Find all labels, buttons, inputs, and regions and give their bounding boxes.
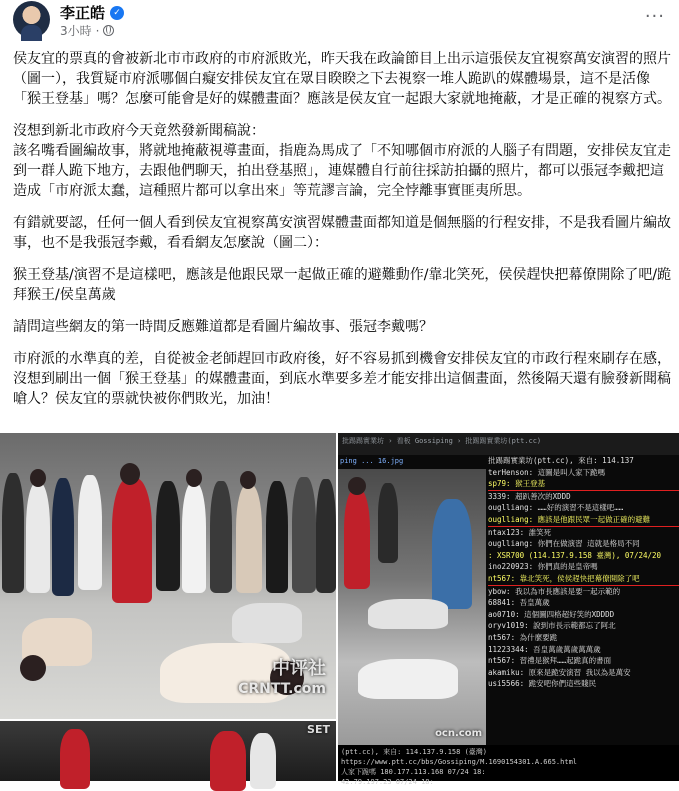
standing-person bbox=[210, 731, 246, 791]
kneeling-person bbox=[232, 603, 302, 643]
standing-person bbox=[182, 483, 206, 593]
post-meta bbox=[60, 22, 114, 39]
ptt-image-name: ping ... 16.jpg bbox=[340, 457, 404, 465]
ptt-footer-line: 42.79.197.23 07/24 18: bbox=[341, 778, 434, 786]
author-name[interactable]: 李正皓 bbox=[60, 4, 106, 22]
ptt-comment: 批踢踢實業坊(ptt.cc), 來自: 114.137 bbox=[488, 456, 634, 465]
photo-grid bbox=[0, 433, 679, 786]
ptt-comment: nt567: 靠北笑死，侯侯趕快把幕僚開除了吧 bbox=[488, 573, 679, 586]
standing-person bbox=[52, 478, 74, 596]
ptt-comment: ybow: 我以為市長應該是要一起示範的 bbox=[488, 586, 621, 596]
meta-separator: · bbox=[95, 23, 100, 38]
ptt-comment: akamiku: 原來是跪安演習 我以為是萬安 bbox=[488, 667, 631, 677]
author-name-row bbox=[60, 2, 124, 23]
ptt-comment: ao0710: 這個圖四格超好笑的XDDDD bbox=[488, 609, 615, 619]
standing-person bbox=[378, 483, 398, 563]
head bbox=[120, 463, 140, 485]
avatar[interactable] bbox=[13, 1, 50, 38]
ptt-comment: nt567: 為什麼要跪 bbox=[488, 632, 558, 642]
head bbox=[20, 655, 46, 681]
ptt-comment: ouglliang: 應該是他跟民眾一起做正確的避難 bbox=[488, 514, 679, 527]
ptt-footer bbox=[338, 745, 679, 786]
ptt-comment: ntax123: 誰笑死 bbox=[488, 527, 552, 537]
standing-person bbox=[344, 489, 370, 589]
kneeling-person bbox=[358, 659, 458, 699]
standing-person bbox=[210, 481, 232, 593]
post-body bbox=[13, 49, 673, 409]
head bbox=[186, 469, 202, 487]
standing-person bbox=[112, 478, 152, 603]
watermark-line-1: 中评社 bbox=[272, 658, 326, 679]
post-paragraph: 侯友宜的票真的會被新北市市政府的市府派敗光，昨天我在政論節目上出示這張侯友宜視察萬安演習的照片（圖一），我質疑市府派哪個白癡安排侯友宜在眾目睽睽之下去視察一堆人跪趴的媒體場景，這不是活像「猴王登基」嗎？怎麼可能會是好的媒體畫面？應該是侯友宜一起跟大家就地掩蔽，才是正確的視察方式。 bbox=[13, 51, 671, 107]
ptt-comment: nt567: 習禮是猴拜……起跪真的書面 bbox=[488, 656, 612, 666]
post-paragraph: 沒想到新北市政府今天竟然發新聞稿說： 該名嘴看圖編故事，將就地掩蔽視導畫面，指鹿為馬成了「不知哪個市府派的人腦子有問題，安排侯友宜走到一群人跪下地方，去跟他們聊天，拍出登基照」，連媒體自行前往採訪拍攝的照片，都可以張冠李戴把這造成「市府派太蠢，這種照片都可以拿出來」等荒謬言論，完全悖離事實匪夷所思。 bbox=[13, 123, 671, 199]
ptt-comment: : XSR700 (114.137.9.158 臺灣), 07/24/20 bbox=[488, 550, 662, 560]
photo-drill-inspection-lower[interactable] bbox=[0, 721, 336, 781]
standing-person bbox=[432, 499, 472, 609]
verified-badge-icon: ✓ bbox=[110, 6, 124, 20]
watermark-line-2: CRNTT.com bbox=[238, 681, 326, 697]
post-header bbox=[0, 0, 679, 46]
ptt-footer-line: 人家下跪嗎 180.177.113.168 07/24 18: bbox=[341, 768, 486, 776]
ptt-comment: 68841: 吾皇萬歲 bbox=[488, 598, 550, 608]
ptt-comment: sp79: 猴王登基 bbox=[488, 478, 679, 491]
standing-person bbox=[156, 481, 180, 591]
ptt-comment: 3339: 超趴善次的XDDD bbox=[488, 491, 571, 501]
post-paragraph: 猴王登基/演習不是這樣吧，應該是他跟民眾一起做正確的避難動作/靠北笑死，侯侯趕快把幕僚開除了吧/跪拜猴王/侯皇萬歲 bbox=[13, 267, 672, 303]
ptt-embedded-photo bbox=[338, 469, 486, 745]
ptt-comment: usi5566: 跪安吧你們這些賤民 bbox=[488, 679, 597, 689]
standing-person bbox=[316, 479, 336, 593]
ptt-comment: ouglliang: 你們在做演習 這就是格局不同 bbox=[488, 539, 640, 549]
standing-person bbox=[266, 481, 288, 593]
photo-drill-inspection[interactable] bbox=[0, 433, 336, 719]
ptt-comment: 11223344: 吾皇萬歲萬歲萬萬歲 bbox=[488, 644, 601, 654]
ptt-title-bar: 批踢踢實業坊 › 看板 Gossiping › 批踢踢實業坊(ptt.cc) bbox=[338, 433, 679, 455]
more-options-button[interactable]: ··· bbox=[644, 6, 665, 27]
ptt-comment: ouglliang: ……好的演習不是這樣吧…… bbox=[488, 503, 624, 513]
head bbox=[348, 477, 366, 495]
post-paragraph: 有錯就要認，任何一個人看到侯友宜視察萬安演習媒體畫面都知道是個無腦的行程安排，不是我看圖片編故事，也不是我張冠李戴，看看網友怎麼說（圖二）： bbox=[13, 215, 671, 251]
standing-person bbox=[2, 473, 24, 593]
ptt-footer-line: https://www.ptt.cc/bbs/Gossiping/M.1690154301.A.665.html bbox=[341, 758, 578, 766]
photo-ptt-screenshot[interactable] bbox=[338, 433, 679, 786]
watermark-crntt bbox=[238, 659, 326, 699]
standing-person bbox=[250, 733, 276, 789]
post-paragraph: 請問這些網友的第一時間反應難道都是看圖片編故事、張冠李戴嗎？ bbox=[13, 319, 433, 335]
watermark-set: SET bbox=[307, 723, 330, 736]
ptt-comment: terHenson: 這圖是叫人家下跪嗎 bbox=[488, 467, 606, 477]
ptt-comment-list bbox=[488, 455, 679, 781]
ptt-footer-line: (ptt.cc), 來自: 114.137.9.158 (臺灣) bbox=[341, 748, 488, 756]
ptt-photo-credit: ocn.com bbox=[435, 728, 482, 739]
post-paragraph: 市府派的水準真的差，自從被金老師趕回市政府後，好不容易抓到機會安排侯友宜的市政行程來刷存在感，沒想到刷出一個「猴王登基」的媒體畫面，到底水準要多差才能安排出這個畫面，然後隔天還有臉發新聞稿嗆人？侯友宜的票就快被你們敗光，加油！ bbox=[13, 351, 671, 407]
kneeling-person bbox=[368, 599, 448, 629]
head bbox=[30, 469, 46, 487]
ptt-comment: oryv1019: 說到市長示範都忘了阿北 bbox=[488, 621, 616, 631]
standing-person bbox=[26, 483, 50, 593]
standing-person bbox=[78, 475, 102, 590]
post-time[interactable]: 3小時 bbox=[60, 24, 92, 38]
ptt-screen bbox=[338, 433, 679, 786]
standing-person bbox=[60, 729, 90, 789]
globe-icon[interactable] bbox=[103, 25, 114, 36]
standing-person bbox=[292, 477, 316, 593]
ptt-comment: ino220923: 你們真的是皇帝嗎 bbox=[488, 562, 598, 572]
head bbox=[240, 471, 256, 489]
standing-person bbox=[236, 485, 262, 593]
